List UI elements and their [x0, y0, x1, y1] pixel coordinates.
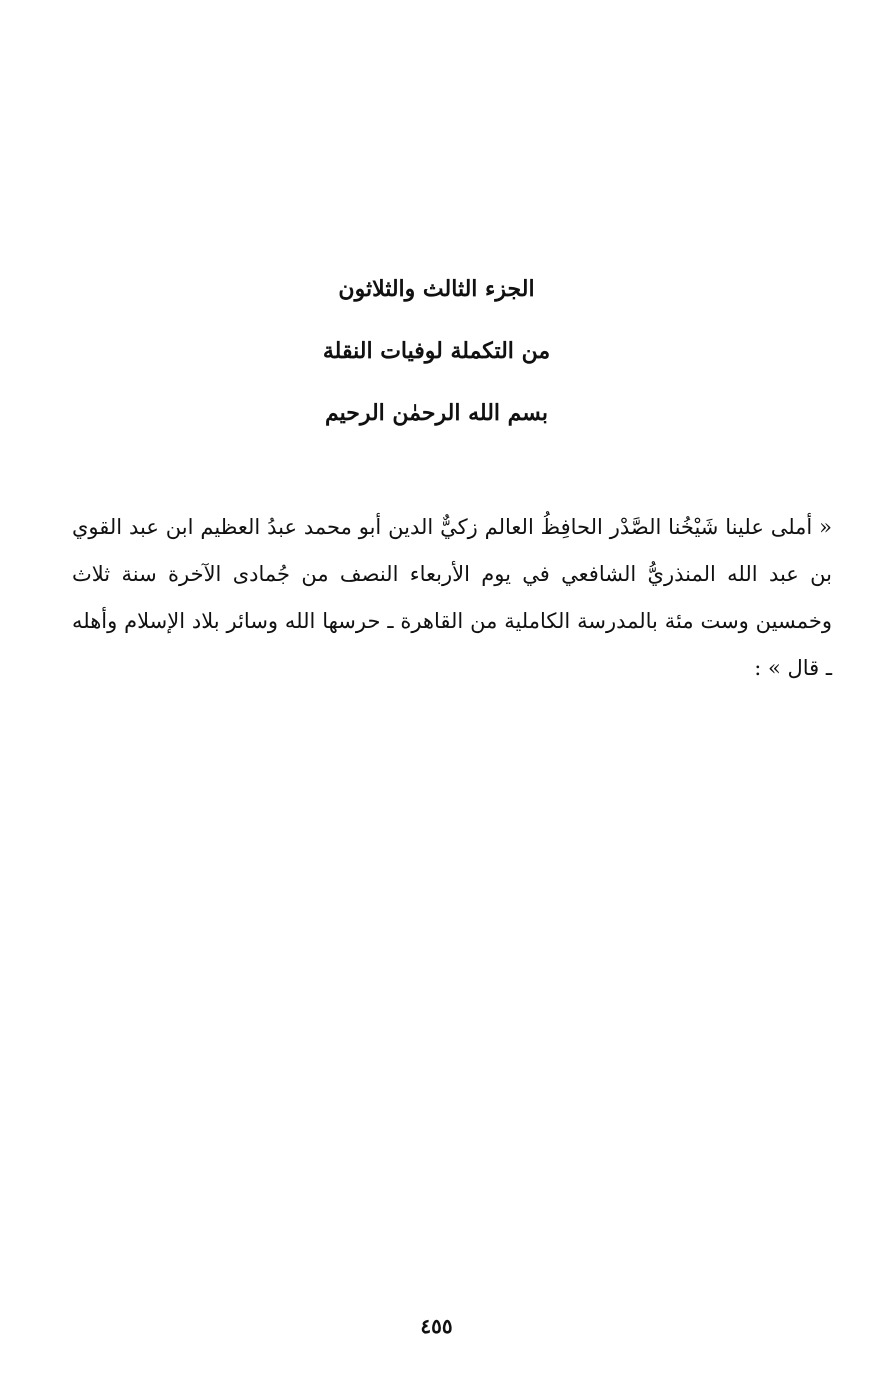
intro-paragraph: « أملى علينا شَيْخُنا الصَّدْر الحافِظُ العالم زكيٌّ الدين أبو محمد عبدُ العظيم ابن عبد القوي بن عبد الله المنذريُّ الشافعي في يوم الأربعاء النصف من جُمادى الآخرة سنة ثلاث وخمسين وست مئة بالمدرسة الكاملية من القاهرة ـ حرسها الله وسائر بلاد الإسلام وأهله ـ قال » :: [72, 515, 832, 680]
basmala: بسم الله الرحمٰن الرحيم: [324, 400, 549, 426]
book-title: من التكملة لوفيات النقلة: [322, 338, 551, 364]
chapter-heading: [0, 258, 873, 444]
page-number: ٤٥٥: [420, 1314, 453, 1338]
part-title: الجزء الثالث والثلاثون: [338, 276, 535, 302]
